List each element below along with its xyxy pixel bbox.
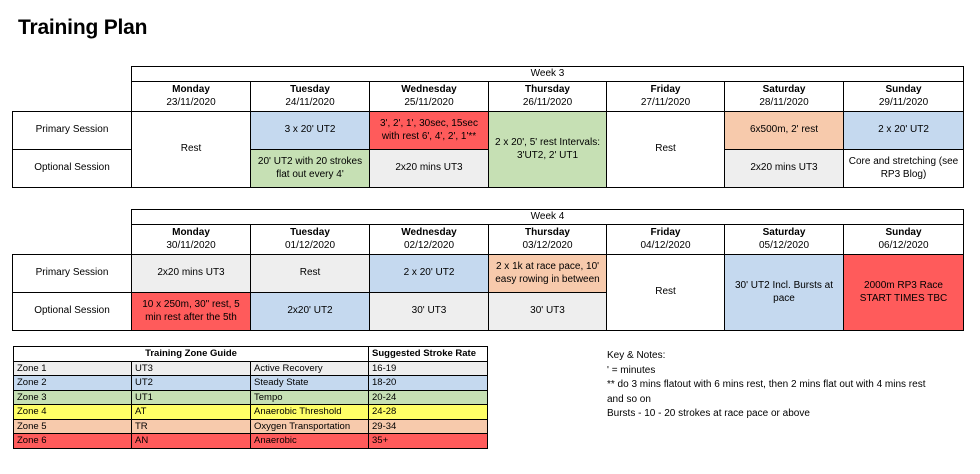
day-header-saturday: Saturday 05/12/2020: [725, 224, 844, 254]
session-tuesday-primary: 3 x 20' UT2: [251, 111, 370, 149]
zone-stroke-rate: 35+: [369, 434, 488, 449]
day-header-saturday: Saturday 28/11/2020: [725, 81, 844, 111]
row-label-primary: Primary Session: [13, 254, 132, 292]
zone-row: [14, 419, 488, 434]
zone-label: Zone 6: [14, 434, 132, 449]
zone-code: AT: [132, 405, 251, 420]
zone-row: [14, 361, 488, 376]
session-monday-primary: 2x20 mins UT3: [132, 254, 251, 292]
note-line: Bursts - 10 - 20 strokes at race pace or above: [607, 408, 810, 419]
session-wednesday-primary: 2 x 20' UT2: [370, 254, 489, 292]
day-header-monday: Monday 30/11/2020: [132, 224, 251, 254]
zone-name: Oxygen Transportation: [251, 419, 369, 434]
zone-code: TR: [132, 419, 251, 434]
zone-guide-title: Training Zone Guide: [14, 347, 369, 362]
zone-code: UT1: [132, 390, 251, 405]
zone-label: Zone 1: [14, 361, 132, 376]
day-header-sunday: Sunday 29/11/2020: [844, 81, 964, 111]
session-sunday-optional: Core and stretching (see RP3 Blog): [844, 149, 964, 187]
day-header-wednesday: Wednesday 25/11/2020: [370, 81, 489, 111]
zone-code: UT2: [132, 376, 251, 391]
session-saturday: 30' UT2 Incl. Bursts at pace: [725, 254, 844, 330]
zone-name: Tempo: [251, 390, 369, 405]
day-header-monday: Monday 23/11/2020: [132, 81, 251, 111]
zone-stroke-rate: 29-34: [369, 419, 488, 434]
zone-code: UT3: [132, 361, 251, 376]
zone-row: [14, 434, 488, 449]
session-sunday-primary: 2 x 20' UT2: [844, 111, 964, 149]
stroke-rate-header: Suggested Stroke Rate: [369, 347, 488, 362]
note-line: ** do 3 mins flatout with 6 mins rest, then 2 mins flat out with 4 mins rest: [607, 379, 926, 390]
zone-row: [14, 376, 488, 391]
day-header-friday: Friday 04/12/2020: [607, 224, 725, 254]
day-header-tuesday: Tuesday 24/11/2020: [251, 81, 370, 111]
note-line: and so on: [607, 393, 651, 405]
zone-label: Zone 3: [14, 390, 132, 405]
row-label-optional: Optional Session: [13, 292, 132, 330]
session-tuesday-optional: 20' UT2 with 20 strokes flat out every 4': [251, 149, 370, 187]
zone-name: Anaerobic: [251, 434, 369, 449]
session-thursday: 2 x 20', 5' rest Intervals: 3'UT2, 2' UT1: [489, 111, 607, 187]
page-title: Training Plan: [18, 16, 148, 39]
day-header-wednesday: Wednesday 02/12/2020: [370, 224, 489, 254]
day-header-sunday: Sunday 06/12/2020: [844, 224, 964, 254]
zone-label: Zone 4: [14, 405, 132, 420]
session-monday: Rest: [132, 111, 251, 187]
zone-name: Anaerobic Threshold: [251, 405, 369, 420]
day-header-friday: Friday 27/11/2020: [607, 81, 725, 111]
week-3-schedule: [12, 66, 964, 188]
session-wednesday-optional: 30' UT3: [370, 292, 489, 330]
key-and-notes: [607, 349, 925, 422]
session-thursday-primary: 2 x 1k at race pace, 10' easy rowing in between: [489, 254, 607, 292]
day-header-thursday: Thursday 26/11/2020: [489, 81, 607, 111]
zone-label: Zone 2: [14, 376, 132, 391]
note-line: ' = minutes: [607, 364, 656, 376]
row-label-optional: Optional Session: [13, 149, 132, 187]
session-friday: Rest: [607, 111, 725, 187]
zone-name: Steady State: [251, 376, 369, 391]
session-sunday: 2000m RP3 Race START TIMES TBC: [844, 254, 964, 330]
training-zone-guide: [13, 346, 488, 449]
session-thursday-optional: 30' UT3: [489, 292, 607, 330]
zone-row: [14, 390, 488, 405]
session-saturday-optional: 2x20 mins UT3: [725, 149, 844, 187]
zone-label: Zone 5: [14, 419, 132, 434]
week-title: Week 4: [132, 210, 964, 225]
zone-stroke-rate: 18-20: [369, 376, 488, 391]
day-header-thursday: Thursday 03/12/2020: [489, 224, 607, 254]
zone-stroke-rate: 16-19: [369, 361, 488, 376]
week-title: Week 3: [132, 67, 964, 82]
session-tuesday-optional: 2x20' UT2: [251, 292, 370, 330]
session-monday-optional: 10 x 250m, 30" rest, 5 min rest after the 5th: [132, 292, 251, 330]
session-wednesday-primary: 3', 2', 1', 30sec, 15sec with rest 6', 4', 2', 1'**: [370, 111, 489, 149]
session-tuesday-primary: Rest: [251, 254, 370, 292]
zone-stroke-rate: 20-24: [369, 390, 488, 405]
day-header-tuesday: Tuesday 01/12/2020: [251, 224, 370, 254]
notes-title: Key & Notes:: [607, 350, 666, 361]
session-wednesday-optional: 2x20 mins UT3: [370, 149, 489, 187]
row-label-primary: Primary Session: [13, 111, 132, 149]
zone-name: Active Recovery: [251, 361, 369, 376]
zone-stroke-rate: 24-28: [369, 405, 488, 420]
session-friday: Rest: [607, 254, 725, 330]
session-saturday-primary: 6x500m, 2' rest: [725, 111, 844, 149]
zone-row: [14, 405, 488, 420]
zone-code: AN: [132, 434, 251, 449]
week-4-schedule: [12, 209, 964, 331]
